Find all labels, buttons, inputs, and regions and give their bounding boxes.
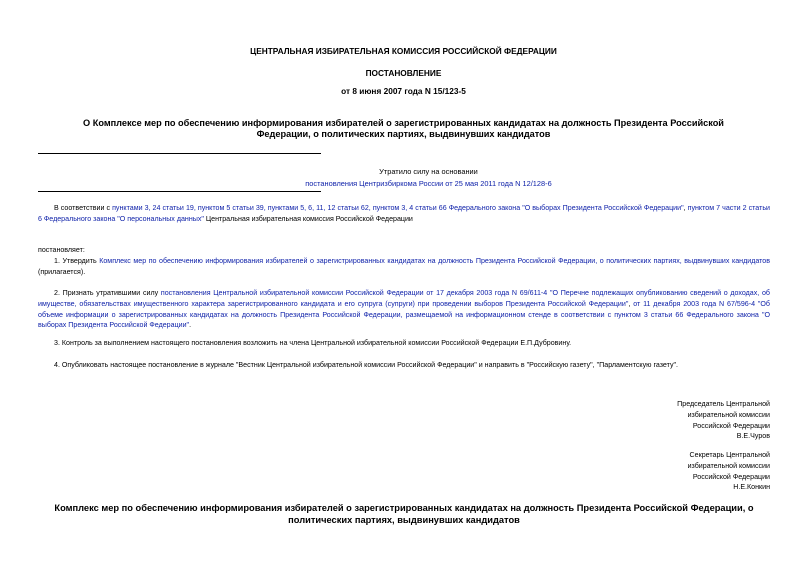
chairman-title-2: избирательной комиссии [687, 410, 770, 419]
item-1-paragraph [38, 256, 770, 278]
item-2-sep: , [628, 299, 634, 308]
complex-measures-link[interactable]: Комплекс мер по обеспечению информирования избирателей о зарегистрированных кандидатах на должность Президента Российской Федерации, о политических партиях, выдвинувших кандидатов [99, 257, 771, 265]
document-title: О Комплексе мер по обеспечению информирования избирателей о зарегистрированных кандидатах на должность Президента Российской Федерации, о политических партиях, выдвинувших кандидатов [83, 118, 724, 139]
item-1-suffix: (прилагается). [38, 267, 86, 276]
secretary-title-3: Российской Федерации [692, 472, 770, 481]
item-2-paragraph [38, 288, 770, 331]
chairman-name: В.Е.Чуров [736, 432, 770, 441]
secretary-title-2: избирательной комиссии [687, 461, 770, 470]
chairman-signature [600, 399, 770, 442]
item-1-text: 1. Утвердить [54, 257, 100, 265]
resolution-67-596-link[interactable]: от 11 декабря 2003 года N 67/596-4 "Об объеме информации о зарегистрированных кандидатах на должность Президента Российской Федерации, размещаемой на информационном стенде в соответствии с пунктом 3 статьи 66 Федерального закона "О выборах Президента Российской Федерации" [38, 299, 770, 330]
item-3-paragraph [38, 338, 770, 349]
doc-type-heading: ПОСТАНОВЛЕНИЕ [365, 68, 442, 78]
chairman-title-3: Российской Федерации [692, 421, 770, 430]
item-2-text: 2. Признать утратившими силу [54, 289, 161, 297]
resolves-label: постановляет: [38, 246, 85, 254]
item-3-text: 3. Контроль за выполнением настоящего постановления возложить на члена Центральной избирательной комиссии Российской Федерации Е.П.Дубровину. [54, 339, 572, 347]
secretary-name: Н.Е.Конкин [733, 483, 770, 492]
commission-heading: ЦЕНТРАЛЬНАЯ ИЗБИРАТЕЛЬНАЯ КОМИССИЯ РОССИЙСКОЙ ФЕДЕРАЦИИ [250, 46, 557, 56]
preamble-text-3: Центральная избирательная комиссия Российской Федерации [203, 214, 413, 223]
secretary-title-1: Секретарь Центральной [689, 451, 770, 459]
law-personal-data-link[interactable]: пунктом 7 части 2 статьи 6 Федерального закона "О персональных данных" [38, 204, 770, 223]
divider-top [38, 153, 321, 154]
preamble-text-2: , [683, 204, 688, 212]
preamble-paragraph [38, 203, 770, 225]
item-4-paragraph [38, 360, 770, 371]
secretary-signature [600, 450, 770, 493]
lost-force-text: Утратило силу на основании [379, 167, 478, 176]
preamble-text-1: В соответствии с [54, 204, 113, 212]
item-2-end: . [189, 321, 192, 330]
law-president-link[interactable]: пунктами 3, 24 статьи 19, пунктом 5 статьи 39, пунктами 5, 6, 11, 12 статьи 62, пунктом 3, 4 статьи 66 Федерального закона "О выборах Президента Российской Федерации" [112, 204, 684, 212]
chairman-title-1: Председатель Центральной [677, 400, 770, 408]
divider-bottom [38, 191, 321, 192]
date-number: от 8 июня 2007 года N 15/123-5 [341, 86, 466, 96]
resolution-69-611-link[interactable]: постановления Центральной избирательной комиссии Российской Федерации от 17 декабря 2003 года N 69/611-4 "О Перечне подлежащих опубликованию сведений о доходах, об имуществе, обязательствах имущественного характера зарегистрированного кандидата и его супруга (супруги) при проведении выборов Президента Российской Федерации" [38, 289, 770, 308]
item-4-text: 4. Опубликовать настоящее постановление в журнале "Вестник Центральной избирательной комиссии Российской Федерации" и направить в "Российскую газету", "Парламентскую газету". [54, 361, 678, 369]
lost-force-note [250, 166, 607, 190]
appendix-title: Комплекс мер по обеспечению информирования избирателей о зарегистрированных кандидатах на должность Президента Российской Федерации, о политических партиях, выдвинувших кандидатов [54, 503, 754, 525]
lost-force-link[interactable]: постановления Центризбиркома России от 25 мая 2011 года N 12/128-6 [305, 179, 552, 188]
